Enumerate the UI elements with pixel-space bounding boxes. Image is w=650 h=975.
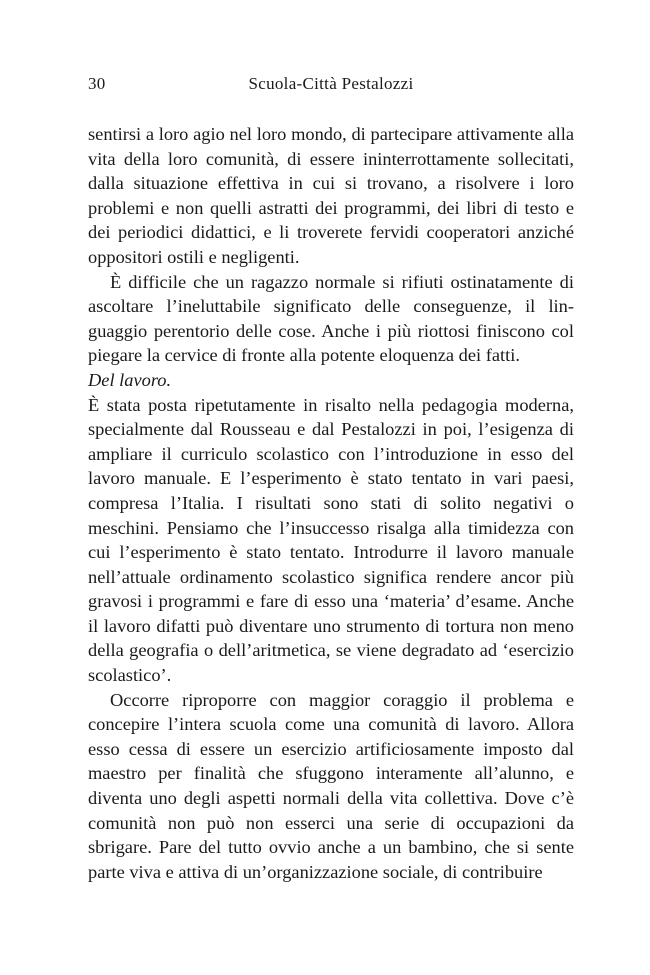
book-page (88, 70, 574, 884)
running-title: Scuola-Città Pestalozzi (248, 74, 414, 93)
paragraph-section-1: È stata posta ripetutamente in risalto nella pedagogia moderna, specialmente dal Rousseau e dal Pestalozzi in poi, l’esigenza di ampliare il curriculo scolastico con l’introduzione in esso del lavoro manuale. E l’esperimento è stato tentato in vari paesi, compresa l’Italia. I risultati sono stati di solito negativi o meschini. Pensiamo che l’insuccesso risalga alla timidezza con cui l’esperimento è stato tentato. Introdurre il lavoro manuale nell’attuale ordinamento scolastico significa rendere ancor più gravosi i programmi e fare di esso una ‘materia’ d’esame. Anche il lavoro difatti può diventare uno strumento di tortura non meno della geografia o dell’aritmetica, se viene degradato ad ‘esercizio scolastico’. (88, 394, 574, 686)
body-text (88, 122, 574, 884)
paragraph-intro-1: sentirsi a loro agio nel loro mondo, di partecipare attivamente alla vita della loro comunità, di essere ininterrottamente sollecitati, dalla situazione effettiva in cui si trovano, a risolvere i loro problemi e non quelli astratti dei programmi, dei libri di testo e dei periodici didattici, e li troverete fervidi cooperatori anziché oppositori ostili e negligenti. (88, 124, 574, 267)
paragraph-section-2: Occorre riproporre con maggior coraggio il problema e concepire l’intera scuola come una comunità di lavoro. Allora esso cessa di essere un esercizio artificiosamente imposto dal maestro per finalità che sfuggono interamente all’alunno, e diventa uno degli aspetti normali della vita collettiva. Dove c’è comunità non può non esserci una serie di occupazioni da sbrigare. Pare del tutto ovvio anche a un bambino, che si sente parte viva e attiva di un’organizzazione sociale, di contribuire (88, 689, 574, 882)
page-number: 30 (88, 74, 106, 93)
section-heading: Del lavoro. (88, 369, 172, 390)
paragraph-intro-2: È difficile che un ragazzo normale si rifiuti ostinatamente di ascoltare l’ineluttabile significato delle conseguenze, il linguaggio perentorio delle cose. Anche i più riottosi finiscono col piegare la cervice di fronte alla potente eloquenza dei fatti. (88, 271, 574, 366)
running-head (88, 70, 574, 100)
